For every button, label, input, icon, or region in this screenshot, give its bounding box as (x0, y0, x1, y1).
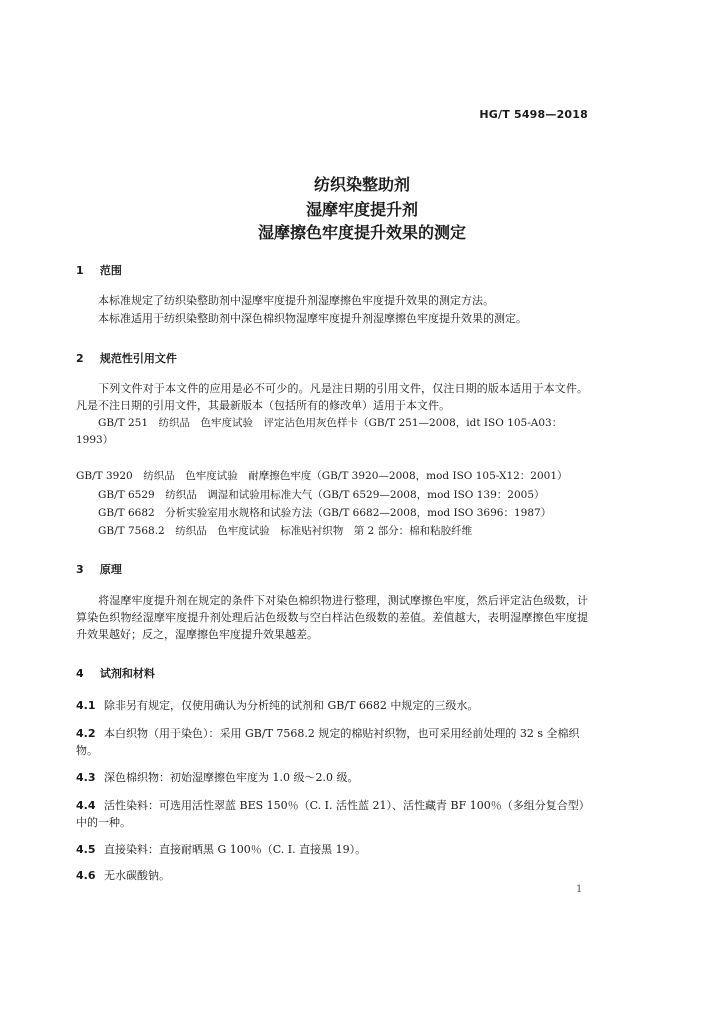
section-title: 范围 (99, 264, 122, 277)
paragraph: 本标准规定了纺织染整助剂中湿摩牢度提升剂湿摩擦色牢度提升效果的测定方法。 (98, 294, 494, 307)
reference-item: GB/T 7568.2 纺织品 色牢度试验 标准贴衬织物 第 2 部分：棉和粘胶纤维 (98, 525, 473, 537)
clause-4-1: 4.1 除非另有规定，仅使用确认为分析纯的试剂和 GB/T 6682 中规定的三级水。 (76, 699, 479, 712)
section-title: 原理 (99, 563, 122, 576)
reference-item: GB/T 6529 纺织品 调湿和试验用标准大气（GB/T 6529—2008，mod ISO 139：2005） (98, 489, 545, 501)
reference-item: GB/T 251 纺织品 色牢度试验 评定沾色用灰色样卡（GB/T 251—2008，idt ISO 105-A03：1993） (76, 417, 563, 446)
reference-item: GB/T 3920 纺织品 色牢度试验 耐摩擦色牢度（GB/T 3920—2008，mod ISO 105-X12：2001） (76, 470, 568, 482)
title-line-3: 湿摩擦色牢度提升效果的测定 (257, 223, 466, 242)
section-number: 3 (76, 563, 84, 576)
reference-item: GB/T 6682 分析实验室用水规格和试验方法（GB/T 6682—2008，mod ISO 3696：1987） (98, 507, 552, 519)
page-number: 1 (576, 884, 583, 895)
section-2-heading (76, 350, 177, 366)
section-number: 4 (76, 667, 84, 680)
section-number: 1 (76, 264, 84, 277)
paragraph: 将湿摩牢度提升剂在规定的条件下对染色棉织物进行整理，测试摩擦色牢度，然后评定沾色级数，计算染色织物经湿摩牢度提升剂处理后沾色级数与空白样沾色级数的差值。差值越大，表明湿摩擦色牢度提升效果越好；反之，湿摩擦色牢度提升效果越差。 (76, 594, 588, 641)
section-3-heading (76, 561, 122, 577)
clause-4-5: 4.5 直接染料：直接耐晒黑 G 100％（C. I. 直接黑 19）。 (76, 843, 367, 856)
clause-4-2: 4.2 本白织物（用于染色）：采用 GB/T 7568.2 规定的棉贴衬织物，也可采用经前处理的 32 s 全棉织物。 (76, 727, 580, 757)
paragraph: 下列文件对于本文件的应用是必不可少的。凡是注日期的引用文件，仅注日期的版本适用于本文件。凡是不注日期的引用文件，其最新版本（包括所有的修改单）适用于本文件。 (76, 382, 588, 412)
title-line-2: 湿摩牢度提升剂 (305, 200, 418, 219)
section-number: 2 (76, 352, 84, 365)
section-4-heading (76, 665, 155, 681)
paragraph: 本标准适用于纺织染整助剂中深色棉织物湿摩牢度提升剂湿摩擦色牢度提升效果的测定。 (98, 312, 527, 325)
section-title: 试剂和材料 (99, 667, 155, 680)
standard-code: HG/T 5498—2018 (479, 108, 588, 121)
clause-4-4: 4.4 活性染料：可选用活性翠蓝 BES 150％（C. I. 活性蓝 21）、活性藏青 BF 100％（多组分复合型）中的一种。 (76, 799, 585, 829)
section-1-heading (76, 262, 122, 278)
title-line-1: 纺织染整助剂 (313, 175, 410, 194)
section-title: 规范性引用文件 (99, 352, 177, 365)
clause-4-6: 4.6 无水碳酸钠。 (76, 869, 170, 882)
clause-4-3: 4.3 深色棉织物：初始湿摩擦色牢度为 1.0 级～2.0 级。 (76, 771, 359, 784)
